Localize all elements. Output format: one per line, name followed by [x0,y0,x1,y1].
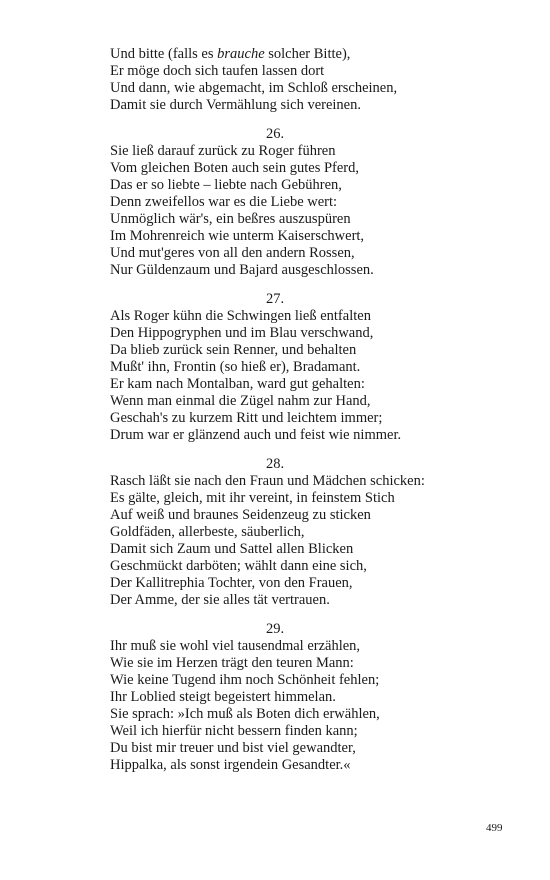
verse-text: Er kam nach Montalban, ward gut gehalten: [110,376,365,392]
verse-line [110,507,490,524]
verse-text: Hippalka, als sonst irgendein Gesandter.« [110,757,351,773]
verse-line [110,262,490,279]
verse-text: Rasch läßt sie nach den Fraun und Mädchen schicken: [110,473,425,489]
verse-line [110,689,490,706]
verse-line [110,194,490,211]
stanza [110,621,490,774]
verse-text: Goldfäden, allerbeste, säuberlich, [110,524,305,540]
verse-text: Unmöglich wär's, ein beßres auszuspüren [110,211,351,227]
verse-text: Damit sich Zaum und Sattel allen Blicken [110,541,354,557]
verse-line [110,575,490,592]
verse-text: Denn zweifellos war es die Liebe wert: [110,194,338,210]
verse-text: Sie ließ darauf zurück zu Roger führen [110,143,336,159]
verse-line [110,757,490,774]
verse-text: Im Mohrenreich wie unterm Kaiserschwert, [110,228,365,244]
stanza [110,126,490,279]
verse-text: Da blieb zurück sein Renner, und behalten [110,342,357,358]
stanza [110,291,490,444]
verse-line [110,46,490,63]
verse-line [110,97,490,114]
verse-text: Es gälte, gleich, mit ihr vereint, in feinstem Stich [110,490,395,506]
verse-line [110,393,490,410]
verse-text: Mußt' ihn, Frontin (so hieß er), Bradamant. [110,359,361,375]
verse-text: Ihr muß sie wohl viel tausendmal erzählen, [110,638,361,654]
verse-line [110,376,490,393]
page-number: 499 [486,822,503,834]
verse-text: Nur Güldenzaum und Bajard ausgeschlossen. [110,262,374,278]
verse-text: Drum war er glänzend auch und feist wie nimmer. [110,427,402,443]
verse-text: Geschah's zu kurzem Ritt und leichtem immer; [110,410,383,426]
verse-text: Wenn man einmal die Zügel nahm zur Hand, [110,393,371,409]
verse-line [110,80,490,97]
verse-text: Vom gleichen Boten auch sein gutes Pferd, [110,160,359,176]
stanza-number: 28. [265,456,285,472]
verse-text: Als Roger kühn die Schwingen ließ entfalten [110,308,371,324]
verse-line [110,359,490,376]
verse-line [110,427,490,444]
verse-text: Damit sie durch Vermählung sich vereinen. [110,97,361,113]
verse-line [110,490,490,507]
verse-text: Wie keine Tugend ihm noch Schönheit fehlen; [110,672,380,688]
verse-line [110,160,490,177]
stanza [110,46,490,114]
verse-line [110,473,490,490]
verse-text: Geschmückt darböten; wählt dann eine sich, [110,558,367,574]
verse-text: Wie sie im Herzen trägt den teuren Mann: [110,655,354,671]
verse-line [110,325,490,342]
verse-text: solcher Bitte), [264,46,351,62]
verse-line [110,228,490,245]
verse-line [110,211,490,228]
stanza-number: 26. [265,126,285,142]
verse-line [110,541,490,558]
verse-line [110,410,490,427]
verse-line [110,655,490,672]
verse-text: Der Amme, der sie alles tät vertrauen. [110,592,330,608]
verse-line [110,524,490,541]
verse-line [110,63,490,80]
verse-line [110,638,490,655]
verse-text: Auf weiß und braunes Seidenzeug zu sticken [110,507,371,523]
verse-text: Und bitte (falls es [110,46,218,62]
verse-line [110,723,490,740]
stanza-number: 29. [265,621,285,637]
verse-text: Den Hippogryphen und im Blau verschwand, [110,325,374,341]
verse-text: Der Kallitrephia Tochter, von den Frauen, [110,575,353,591]
verse-text: Das er so liebte – liebte nach Gebühren, [110,177,342,193]
verse-text: Du bist mir treuer und bist viel gewandter, [110,740,356,756]
verse-text: Und mut'geres von all den andern Rossen, [110,245,355,261]
verse-line [110,672,490,689]
verse-line [110,558,490,575]
verse-line [110,143,490,160]
verse-text: Weil ich hierfür nicht bessern finden kann; [110,723,358,739]
poem-text [110,46,490,786]
verse-line [110,740,490,757]
verse-line [110,592,490,609]
stanza-number: 27. [265,291,285,307]
verse-text: Sie sprach: »Ich muß als Boten dich erwählen, [110,706,380,722]
verse-text: Und dann, wie abgemacht, im Schloß erscheinen, [110,80,398,96]
verse-line [110,245,490,262]
verse-line [110,706,490,723]
verse-emphasis: brauche [217,46,265,62]
verse-text: Er möge doch sich taufen lassen dort [110,63,325,79]
verse-text: Ihr Loblied steigt begeistert himmelan. [110,689,336,705]
stanza [110,456,490,609]
verse-line [110,177,490,194]
verse-line [110,308,490,325]
verse-line [110,342,490,359]
